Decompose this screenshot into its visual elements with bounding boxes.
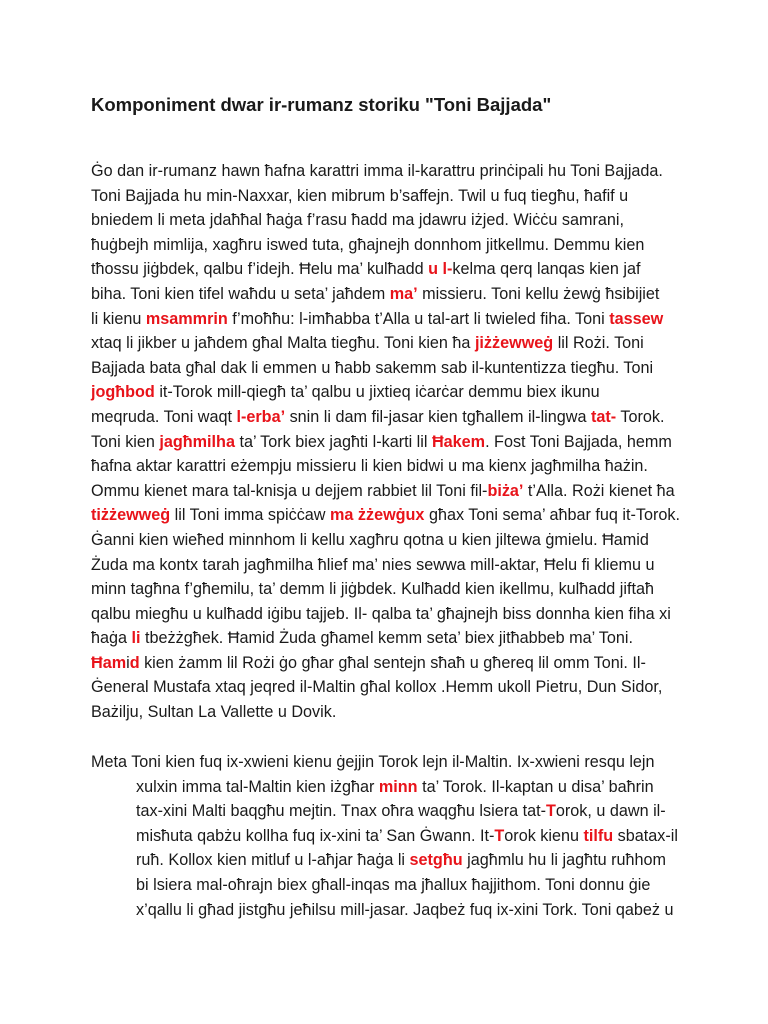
text-line [91, 257, 731, 282]
text-run: orok, u dawn il- [555, 802, 666, 821]
text-line [91, 824, 731, 849]
highlighted-word: tiżżewweġ [91, 506, 171, 525]
text-line [91, 503, 731, 528]
paragraph-1 [91, 159, 731, 725]
text-run: jagħmlu hu li jagħtu ruħhom [462, 851, 666, 870]
text-run: lil Rożi. Toni [553, 334, 644, 353]
text-line [91, 898, 731, 923]
text-run: ħuġbejh mimlija, xagħru iswed tuta, għajnejh donnhom jitkellmu. Demmu kien [91, 235, 645, 254]
text-line [91, 430, 731, 455]
highlighted-word: ma’ [389, 284, 418, 303]
text-line [91, 331, 731, 356]
text-line [91, 454, 731, 479]
highlighted-word: T [546, 802, 556, 821]
text-line [91, 307, 731, 332]
text-run: tħossu jiġbdek, qalbu f’idejh. Ħelu ma’ kulħadd [91, 260, 429, 279]
text-line [91, 282, 731, 307]
text-line [91, 799, 731, 824]
text-run: x’qallu li għad jistgħu jeħilsu mill-jasar. Jaqbeż fuq ix-xini Tork. Toni qabeż u [136, 900, 674, 919]
text-line [91, 626, 731, 651]
text-run: bniedem li meta jdaħħal ħaġa f’rasu ħadd ma jdawru iżjed. Wiċċu samrani, [91, 211, 624, 230]
text-run: . Fost Toni Bajjada, hemm [485, 432, 672, 451]
text-run: Bażilju, Sultan La Vallette u Dovik. [91, 703, 337, 722]
highlighted-word: tilfu [583, 826, 614, 845]
text-line [91, 775, 731, 800]
text-run: Toni Bajjada hu min-Naxxar, kien mibrum b’saffejn. Twil u fuq tiegħu, ħafif u [91, 186, 629, 205]
text-run: Żuda ma kontx tarah jagħmilha ħlief ma’ nies sewwa mill-aktar, Ħelu fi kliemu u [91, 555, 655, 574]
text-run: ta’ Tork biex jagħti l-karti lil [234, 432, 432, 451]
text-run: t’Alla. Rożi kienet ħa [523, 481, 675, 500]
text-line [91, 528, 731, 553]
text-run: orok kienu [504, 826, 584, 845]
document-title: Komponiment dwar ir-rumanz storiku "Toni Bajjada" [91, 94, 552, 115]
text-run: minn tagħna f’għemilu, ta’ demm li jiġbdek. Kulħadd kien ikellmu, kulħadd jiftaħ [91, 580, 654, 599]
text-run: kelma qerq lanqas kien jaf [452, 260, 641, 279]
text-run: Torok. [616, 407, 665, 426]
highlighted-word: T [494, 826, 505, 845]
text-line [91, 700, 731, 725]
highlighted-word: ma żżewġux [329, 506, 425, 525]
text-line [91, 233, 731, 258]
highlighted-word: tassew [609, 309, 664, 328]
highlighted-word: jiżżewweġ [474, 334, 554, 353]
highlighted-word: biża’ [487, 481, 524, 500]
text-line [91, 848, 731, 873]
text-line [91, 750, 731, 775]
text-line [91, 208, 731, 233]
text-line [91, 380, 731, 405]
text-run: it-Torok mill-qiegħ ta’ qalbu u jixtieq iċarċar demmu biex ikunu [154, 383, 600, 402]
text-line [91, 159, 731, 184]
text-run: ħafna aktar karattri eżempju missieru li kien bidwi u ma kienx jagħmilha ħażin. [91, 457, 648, 476]
text-line [91, 553, 731, 578]
highlighted-word: d [129, 653, 140, 672]
highlighted-word: l-erba’ [236, 407, 286, 426]
highlighted-word: Ħakem [431, 432, 486, 451]
text-run: ħaġa [91, 629, 132, 648]
text-run: misħuta qabżu kollha fuq ix-xini ta’ San Ġwann. It- [136, 826, 495, 845]
text-run: Ġo dan ir-rumanz hawn ħafna karattri imma il-karattru prinċipali hu Toni Bajjada. [91, 162, 663, 180]
text-run: qalbu miegħu u kulħadd iġibu tajjeb. Il- qalba ta’ għajnejh biss donnha kien fiha xi [91, 604, 671, 623]
text-run: Toni kien [91, 432, 160, 451]
text-run: xtaq li jikber u jaħdem għal Malta tiegħu. Toni kien ħa [91, 334, 475, 353]
text-line [91, 651, 731, 676]
text-run: kien żamm lil Rożi ġo għar għal sentejn sħaħ u għereq lil omm Toni. Il- [139, 653, 646, 672]
highlighted-word: jagħmilha [159, 432, 235, 451]
text-run: meqruda. Toni waqt [91, 407, 237, 426]
highlighted-word: Ħam [91, 653, 127, 672]
text-run: ta’ Torok. Il-kaptan u disa’ baħrin [417, 777, 654, 796]
text-run: Meta Toni kien fuq ix-xwieni kienu ġejjin Torok lejn il-Maltin. Ix-xwieni resqu lejn [91, 753, 655, 771]
text-run: ruħ. Kollox kien mitluf u l-aħjar ħaġa li [136, 851, 410, 870]
text-run: f’moħħu: l-imħabba t’Alla u tal-art li twieled fiha. Toni [227, 309, 610, 328]
text-run: i [126, 653, 130, 672]
text-run: tax-xini Malti baqgħu mejtin. Tnax oħra waqgħu lsiera tat- [136, 802, 546, 821]
text-run: li kienu [91, 309, 146, 328]
text-run: biha. Toni kien tifel waħdu u seta’ jaħdem [91, 284, 390, 303]
text-line [91, 405, 731, 430]
text-run: xulxin imma tal-Maltin kien iżgħar [136, 777, 379, 796]
text-run: tbeżżgħek. Ħamid Żuda għamel kemm seta’ biex jitħabbeb ma’ Toni. [140, 629, 633, 648]
text-line [91, 479, 731, 504]
text-line [91, 184, 731, 209]
text-run: snin li dam fil-jasar kien tgħallem il-lingwa [285, 407, 591, 426]
text-line [91, 873, 731, 898]
text-line [91, 577, 731, 602]
highlighted-word: tat- [590, 407, 617, 426]
text-run: lil Toni imma spiċċaw [170, 506, 330, 525]
highlighted-word: li [131, 629, 141, 648]
paragraph-2 [91, 750, 731, 922]
text-run: Ġanni kien wieħed minnhom li kellu xagħru qotna u kien jiltewa ġmielu. Ħamid [91, 530, 649, 549]
text-run: sbatax-il [613, 826, 678, 845]
text-run: għax Toni sema’ aħbar fuq it-Torok. [424, 506, 680, 525]
text-run: bi lsiera mal-oħrajn biex għall-inqas ma jħallux ħajjithom. Toni donnu ġie [136, 875, 651, 894]
highlighted-word: msammrin [145, 309, 228, 328]
text-line [91, 602, 731, 627]
text-run: Bajjada bata għal dak li emmen u ħabb sakemm sab il-kuntentizza tiegħu. Toni [91, 358, 654, 377]
highlighted-word: minn [378, 777, 418, 796]
text-run: Ġeneral Mustafa xtaq jeqred il-Maltin għal kollox .Hemm ukoll Pietru, Dun Sidor, [91, 678, 663, 697]
text-line [91, 675, 731, 700]
text-line [91, 356, 731, 381]
highlighted-word: jogħbod [91, 383, 155, 402]
highlighted-word: u l- [428, 260, 453, 279]
highlighted-word: setgħu [409, 851, 463, 870]
text-run: Ommu kienet mara tal-knisja u dejjem rabbiet lil Toni fil- [91, 481, 488, 500]
text-run: missieru. Toni kellu żewġ ħsibijiet [417, 284, 660, 303]
